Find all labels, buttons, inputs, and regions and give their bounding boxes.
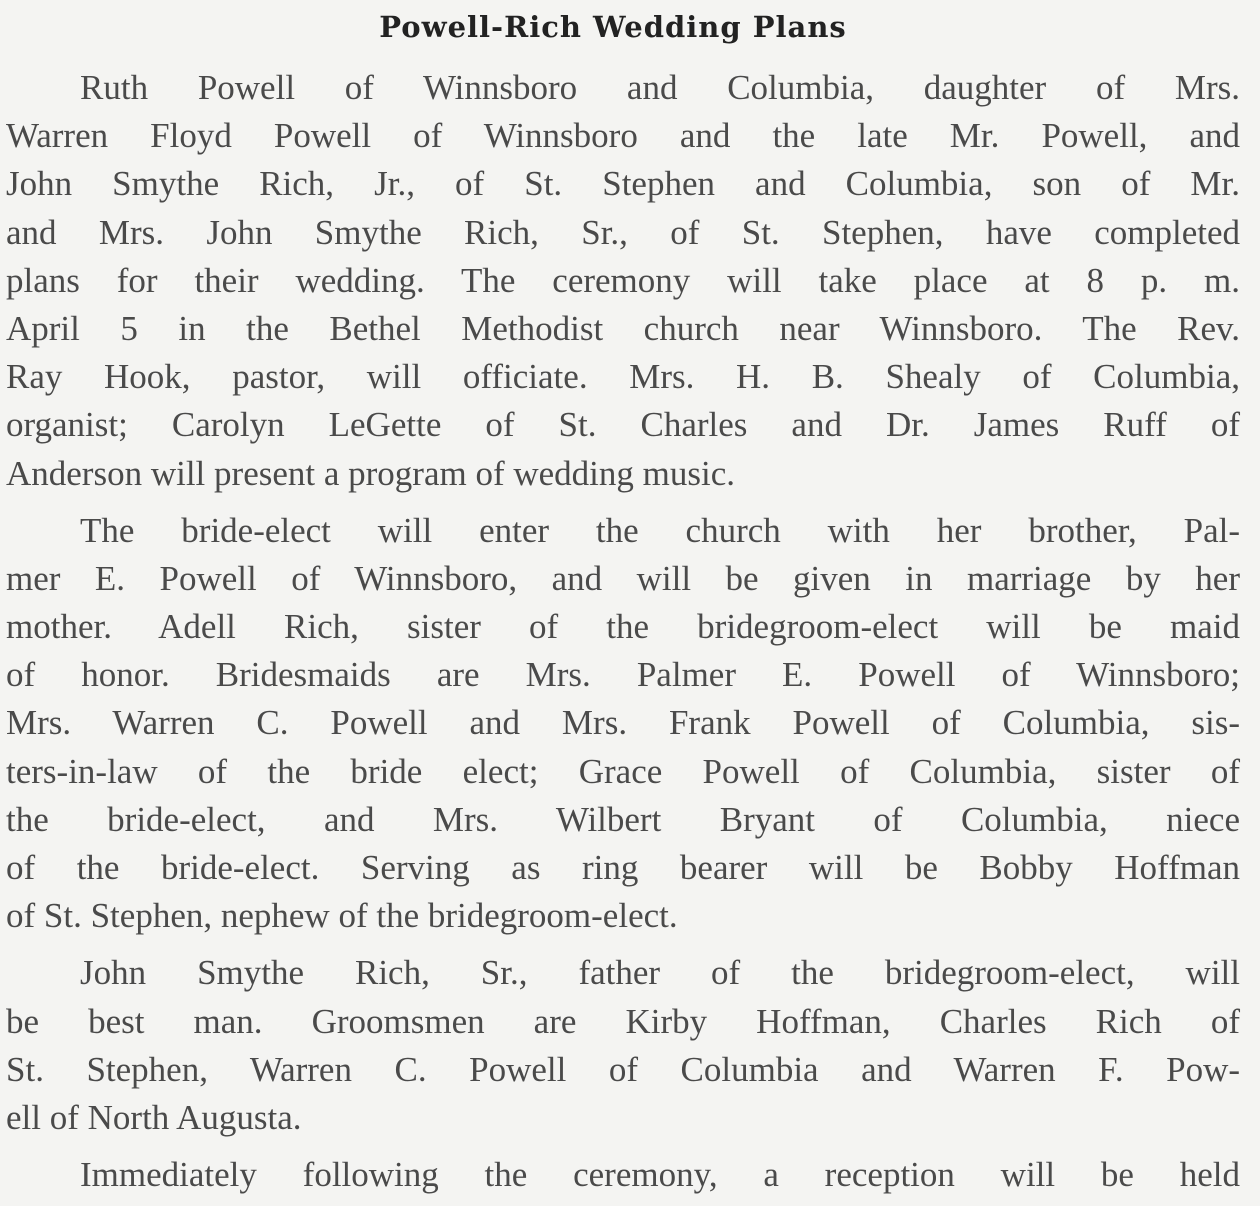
paragraph-3 (6, 949, 1240, 1142)
text-line: plans for their wedding. The ceremony will take place at 8 p. m. (6, 260, 1240, 300)
text-line: John Smythe Rich, Sr., father of the bridegroom-elect, will (80, 953, 1240, 993)
text-line: of honor. Bridesmaids are Mrs. Palmer E. Powell of Winnsboro; (6, 655, 1240, 695)
text-line: Mrs. Warren C. Powell and Mrs. Frank Powell of Columbia, sis- (6, 703, 1240, 743)
text-line: Immediately following the ceremony, a reception will be held (80, 1155, 1240, 1195)
text-line: of St. Stephen, nephew of the bridegroom-elect. (6, 896, 678, 936)
text-line: John Smythe Rich, Jr., of St. Stephen and Columbia, son of Mr. (6, 164, 1240, 204)
text-line: ters-in-law of the bride elect; Grace Powell of Columbia, sister of (6, 751, 1240, 791)
paragraph-2 (6, 507, 1240, 941)
text-line: and Mrs. John Smythe Rich, Sr., of St. Stephen, have completed (6, 212, 1240, 252)
text-line: mer E. Powell of Winnsboro, and will be given in marriage by her (6, 558, 1240, 598)
text-line: Anderson will present a program of wedding music. (6, 453, 736, 493)
paragraph-gap (6, 940, 1240, 949)
paragraph-4 (6, 1151, 1240, 1199)
text-line: The bride-elect will enter the church with her brother, Pal- (80, 510, 1240, 550)
text-line: Warren Floyd Powell of Winnsboro and the late Mr. Powell, and (6, 116, 1240, 156)
text-line: ell of North Augusta. (6, 1097, 302, 1137)
text-line: April 5 in the Bethel Methodist church near Winnsboro. The Rev. (6, 308, 1240, 348)
paragraph-1 (6, 64, 1240, 498)
text-line: of the bride-elect. Serving as ring bearer will be Bobby Hoffman (6, 848, 1240, 887)
text-line: be best man. Groomsmen are Kirby Hoffman, Charles Rich of (6, 1001, 1240, 1041)
text-line: Ruth Powell of Winnsboro and Columbia, daughter of Mrs. (80, 68, 1240, 107)
paragraph-gap (6, 498, 1240, 507)
text-line: the bride-elect, and Mrs. Wilbert Bryant of Columbia, niece (6, 799, 1240, 839)
text-line: Ray Hook, pastor, will officiate. Mrs. H. B. Shealy of Columbia, (6, 357, 1240, 397)
article-headline: Powell-Rich Wedding Plans (379, 10, 847, 44)
text-line: organist; Carolyn LeGette of St. Charles and Dr. James Ruff of (6, 405, 1240, 445)
paragraph-gap (6, 1142, 1240, 1151)
article-body (6, 64, 1240, 1199)
text-line: St. Stephen, Warren C. Powell of Columbia and Warren F. Pow- (6, 1049, 1240, 1089)
text-line: mother. Adell Rich, sister of the bridegroom-elect will be maid (6, 607, 1240, 647)
